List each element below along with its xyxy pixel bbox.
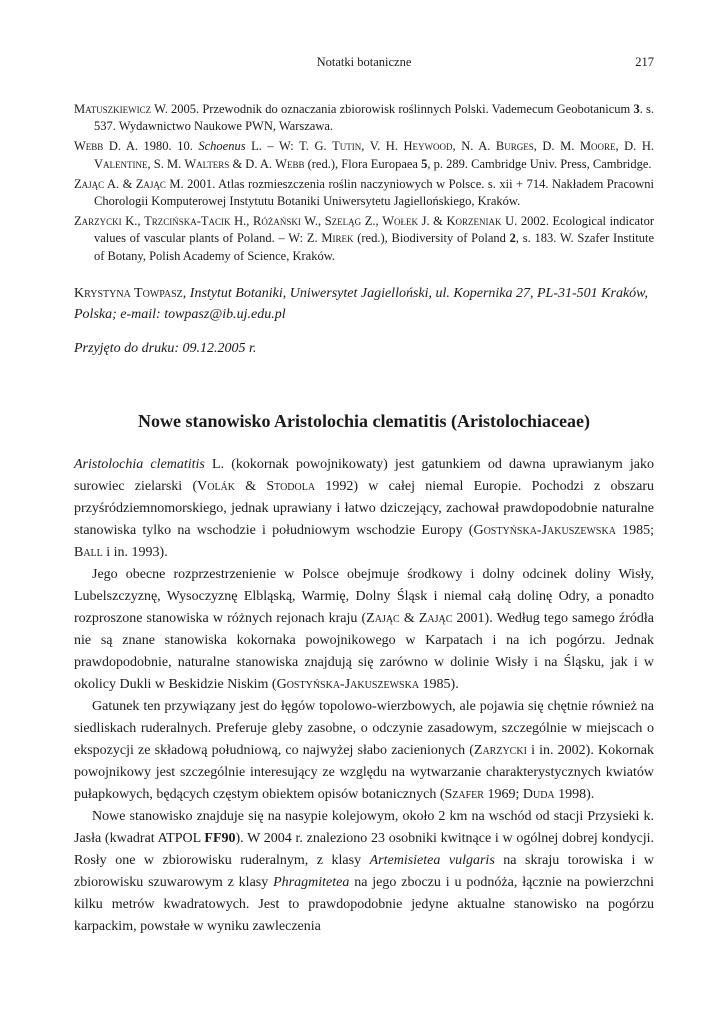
- page-number: 217: [635, 55, 654, 69]
- text-run: . s. 537. Wydawnictwo Naukowe PWN, Warszawa.: [94, 102, 654, 134]
- text-run: Nowe stanowisko znajduje się na nasypie kolejowym, około 2 km na wschód od stacji Przysieki k. Jasła (kwadrat ATPOL: [74, 808, 654, 846]
- text-run: (red.), Flora Europaea: [304, 156, 422, 171]
- text-run: FF90: [204, 830, 236, 846]
- text-run: na jego zboczu i u podnóża, łącznie na powierzchni kilku metrów kwadratowych. Jest to prawdopodobnie jedyne aktualne stanowisko na pogórzu karpackim, powstałe w wyniku zawleczenia: [74, 874, 654, 934]
- author-affiliation: [74, 283, 654, 325]
- text-run: , Instytut Botaniki, Uniwersytet Jagielloński, ul. Kopernika 27, PL-31-501 Kraków, Polska; e-mail: towpasz@ib.uj.edu.pl: [74, 285, 648, 322]
- reference-item: [74, 213, 654, 265]
- reference-item: [74, 138, 654, 172]
- text-run: Artemisietea vulgaris: [369, 852, 495, 868]
- text-run: Schoenus: [198, 139, 246, 154]
- text-run: , N. A.: [452, 139, 496, 154]
- text-run: 2: [509, 231, 516, 246]
- text-run: , p. 289. Cambridge Univ. Press, Cambridge.: [427, 156, 652, 171]
- text-run: Szeląg: [324, 214, 362, 229]
- text-run: L. – W: T. G.: [245, 139, 333, 154]
- accepted-date: Przyjęto do druku: 09.12.2005 r.: [74, 340, 257, 356]
- text-run: 1969;: [483, 786, 523, 802]
- text-run: Krystyna Towpasz: [74, 285, 183, 301]
- text-run: Heywood: [403, 139, 453, 154]
- text-run: A. &: [104, 176, 136, 191]
- text-run: Zając: [135, 176, 166, 191]
- text-run: ). W 2004 r. znaleziono 23 osobniki kwitnące i w ogólnej dobrej kondycji. Rosły one w zbiorowisku ruderalnym, z klasy: [74, 830, 655, 868]
- text-run: Zając: [418, 610, 453, 626]
- text-run: Wołek: [382, 214, 418, 229]
- text-run: Gatunek ten przywiązany jest do łęgów topolowo-wierzbowych, ale pojawia się chętnie również na siedliskach ruderalnych. Preferuje gleby zasobne, o odczynie zasadowym, szczególnie w miejscach o ekspozycji ze składową południową, co najwyżej słabo zacienionych (: [74, 698, 654, 758]
- text-run: i in. 1993).: [102, 544, 168, 560]
- text-run: Phragmitetea: [273, 874, 350, 890]
- body-paragraph: [74, 696, 654, 806]
- text-run: Korzeniak: [446, 214, 502, 229]
- text-run: 3: [633, 102, 640, 116]
- text-run: Walters: [184, 156, 230, 171]
- text-run: , D. H.: [615, 139, 654, 154]
- text-run: W.,: [300, 214, 325, 229]
- text-run: Webb: [74, 139, 104, 154]
- page: [74, 55, 654, 938]
- text-run: , S. M.: [147, 156, 185, 171]
- text-run: Trzcińska-Tacik: [144, 214, 231, 229]
- text-run: L. (kokornak powojnikowaty) jest gatunkiem od dawna uprawianym jako surowiec zielarski (: [74, 456, 655, 494]
- text-run: Z.,: [361, 214, 383, 229]
- text-run: , D. M.: [533, 139, 580, 154]
- text-run: Mirek: [321, 231, 354, 246]
- text-run: Matuszkiewicz: [74, 102, 152, 116]
- text-run: Zarzycki: [473, 742, 527, 758]
- text-run: &: [235, 478, 267, 494]
- article-title: Nowe stanowisko Aristolochia clematitis (Aristolochiaceae): [138, 410, 590, 431]
- text-run: 5: [421, 156, 428, 171]
- text-run: H.,: [230, 214, 253, 229]
- text-run: U. 2002. Ecological indicator values of vascular plants of Poland. – W: Z.: [94, 214, 654, 246]
- text-run: Duda: [522, 786, 555, 802]
- text-run: , s. 183. W. Szafer Institute of Botany, Polish Academy of Science, Kraków.: [94, 231, 655, 263]
- text-run: 1992) w całej niemal Europie. Pochodzi z obszaru przyśródziemnomorskiego, jednak uprawiany i łatwo dziczejący, zachował prawdopodobnie naturalne stanowiska tylko na wschodzie i południowym wschodzie Europy (: [74, 478, 654, 538]
- text-run: Gostyńska-Jakuszewska: [276, 676, 420, 692]
- text-run: Gostyńska-Jakuszewska: [473, 522, 616, 538]
- reference-item: [74, 176, 654, 210]
- text-run: 1985;: [615, 522, 655, 538]
- text-run: Szafer: [444, 786, 484, 802]
- text-run: Ball: [74, 544, 103, 560]
- running-head: [74, 55, 654, 75]
- text-run: Valentine: [94, 156, 148, 171]
- text-run: 2001). Według tego samego źródła nie są znane stanowiska kokornaka powojnikowego w Karpatach i na ich pogórzu. Jednak prawdopodobnie, naturalne stanowiska znajdują się zarówno w dolinie Wisły i na Śląsku, jak i w okolicy Dukli w Beskidzie Niskim (: [74, 610, 654, 692]
- body-paragraph: [74, 806, 654, 938]
- text-run: Moore: [579, 139, 616, 154]
- text-run: 1998).: [554, 786, 595, 802]
- text-run: M. 2001. Atlas rozmieszczenia roślin naczyniowych w Polsce. s. xii + 714. Nakładem Pracowni Chorologii Komputerowej Instytutu Botaniki Uniwersytetu Jagiellońskiego, Kraków.: [94, 176, 655, 209]
- body-paragraph: [74, 454, 654, 564]
- text-run: Volák: [197, 478, 235, 494]
- text-run: , V. H.: [361, 139, 404, 154]
- text-run: i in. 2002). Kokornak powojnikowy jest szczególnie interesujący ze względu na wytwarzanie charakterystycznych kwiatów pułapkowych, będących częstym obiektem opisów botanicznych (: [74, 742, 654, 802]
- text-run: (red.), Biodiversity of Poland: [353, 231, 510, 246]
- article-body: [74, 454, 654, 938]
- text-run: Tutin: [332, 139, 362, 154]
- text-run: &: [399, 610, 419, 626]
- text-run: 1985).: [419, 676, 459, 692]
- text-run: J. &: [418, 214, 447, 229]
- text-run: Różański: [252, 214, 301, 229]
- text-run: Stodola: [266, 478, 316, 494]
- reference-item: [74, 101, 654, 135]
- text-run: W. 2005. Przewodnik do oznaczania zbiorowisk roślinnych Polski. Vademecum Geobotanicum: [151, 102, 634, 116]
- text-run: K.,: [121, 214, 145, 229]
- text-run: Zając: [74, 176, 105, 191]
- text-run: Burges: [495, 139, 534, 154]
- text-run: & D. A.: [229, 156, 276, 171]
- text-run: na skraju torowiska i w zbiorowisku szuwarowym z klasy: [74, 852, 654, 890]
- text-run: Webb: [275, 156, 305, 171]
- body-paragraph: [74, 564, 654, 696]
- reference-list: [74, 101, 654, 265]
- text-run: Zarzycki: [74, 214, 122, 229]
- text-run: Aristolochia clematitis: [74, 456, 205, 472]
- text-run: Zając: [366, 610, 400, 626]
- text-run: D. A. 1980. 10.: [103, 139, 199, 154]
- text-run: Jego obecne rozprzestrzenienie w Polsce obejmuje środkowy i dolny odcinek doliny Wisły, Lubelszczyznę, Wysoczyznę Elbląską, Warmię, Dolny Śląsk i niemal całą dolinę Odry, a ponadto rozproszone stanowiska w różnych rejonach kraju (: [74, 566, 654, 626]
- running-head-title: Notatki botaniczne: [316, 55, 412, 69]
